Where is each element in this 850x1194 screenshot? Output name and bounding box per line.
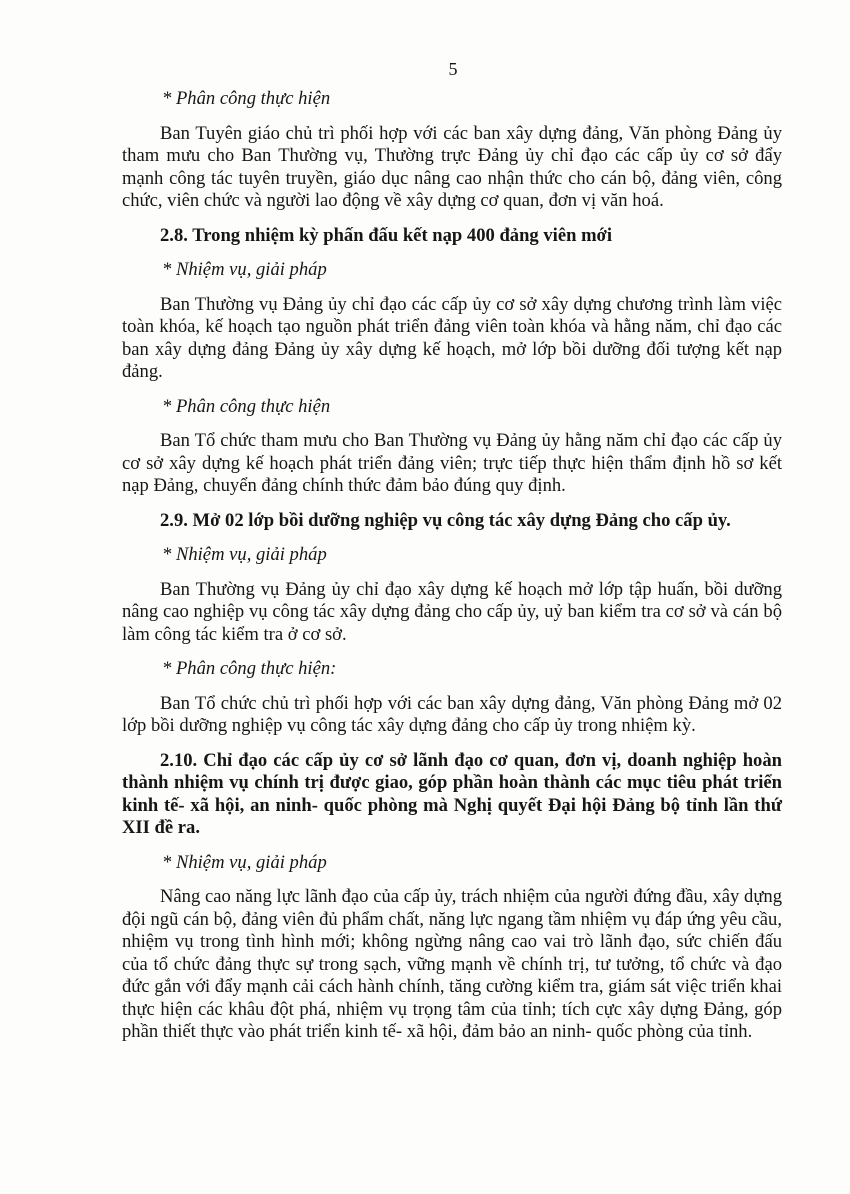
section-heading-2-9: 2.9. Mở 02 lớp bồi dưỡng nghiệp vụ công tác xây dựng Đảng cho cấp ủy. <box>160 509 731 531</box>
paragraph: Ban Thường vụ Đảng ủy chỉ đạo xây dựng kế hoạch mở lớp tập huấn, bồi dưỡng nâng cao nghiệp vụ công tác xây dựng đảng cho cấp ủy, uỷ ban kiểm tra cơ sở và cán bộ làm công tác kiểm tra ở cơ sở. <box>122 578 782 645</box>
subheading-phan-cong: * Phân công thực hiện: <box>162 658 337 679</box>
paragraph: Ban Tổ chức tham mưu cho Ban Thường vụ Đảng ủy hằng năm chỉ đạo các cấp ủy cơ sở xây dựng kế hoạch phát triển đảng viên; trực tiếp thực hiện thẩm định hồ sơ kết nạp Đảng, chuyển đảng chính thức đảm bảo đúng quy định. <box>122 430 782 496</box>
subheading-nhiem-vu: * Nhiệm vụ, giải pháp <box>162 851 327 873</box>
paragraph: Ban Tuyên giáo chủ trì phối hợp với các ban xây dựng đảng, Văn phòng Đảng ủy tham mưu cho Ban Thường vụ, Thường trực Đảng ủy chỉ đạo các cấp ủy cơ sở đẩy mạnh công tác tuyên truyền, giáo dục nâng cao nhận thức cho cán bộ, đảng viên, công chức, viên chức và người lao động về xây dựng cơ quan, đơn vị văn hoá. <box>122 122 782 211</box>
section-heading-2-8: 2.8. Trong nhiệm kỳ phấn đấu kết nạp 400 đảng viên mới <box>160 224 613 246</box>
paragraph: Nâng cao năng lực lãnh đạo của cấp ủy, trách nhiệm của người đứng đầu, xây dựng đội ngũ cán bộ, đảng viên đủ phẩm chất, năng lực ngang tầm nhiệm vụ đáp ứng yêu cầu, nhiệm vụ trong tình hình mới; không ngừng nâng cao vai trò lãnh đạo, sức chiến đấu của tổ chức đảng thực sự trong sạch, vững mạnh về chính trị, tư tưởng, tổ chức và đạo đức gắn với đẩy mạnh cải cách hành chính, tăng cường kiểm tra, giám sát việc triển khai thực hiện các khâu đột phá, nhiệm vụ trọng tâm của tỉnh; tích cực xây dựng Đảng, góp phần thiết thực vào phát triển kinh tế- xã hội, đảm bảo an ninh- quốc phòng của tỉnh. <box>122 886 782 1042</box>
subheading-nhiem-vu: * Nhiệm vụ, giải pháp <box>162 544 327 565</box>
page-number: 5 <box>448 59 458 79</box>
document-body <box>122 88 782 1056</box>
paragraph: Ban Thường vụ Đảng ủy chỉ đạo các cấp ủy cơ sở xây dựng chương trình làm việc toàn khóa, kế hoạch tạo nguồn phát triển đảng viên toàn khóa và hằng năm, chỉ đạo các ban xây dựng đảng Đảng ủy xây dựng kế hoạch, mở lớp bồi dưỡng đối tượng kết nạp đảng. <box>122 293 782 382</box>
section-heading-2-10: 2.10. Chỉ đạo các cấp ủy cơ sở lãnh đạo cơ quan, đơn vị, doanh nghiệp hoàn thành nhiệm vụ chính trị được giao, góp phần hoàn thành các mục tiêu phát triển kinh tế- xã hội, an ninh- quốc phòng mà Nghị quyết Đại hội Đảng bộ tỉnh lần thứ XII đề ra. <box>122 749 782 838</box>
paragraph: Ban Tổ chức chủ trì phối hợp với các ban xây dựng đảng, Văn phòng Đảng mở 02 lớp bồi dưỡng nghiệp vụ công tác xây dựng đảng cho cấp ủy trong nhiệm kỳ. <box>122 692 782 736</box>
subheading-phan-cong: * Phân công thực hiện <box>162 395 331 417</box>
subheading-phan-cong: * Phân công thực hiện <box>162 88 331 109</box>
subheading-nhiem-vu: * Nhiệm vụ, giải pháp <box>162 259 327 280</box>
